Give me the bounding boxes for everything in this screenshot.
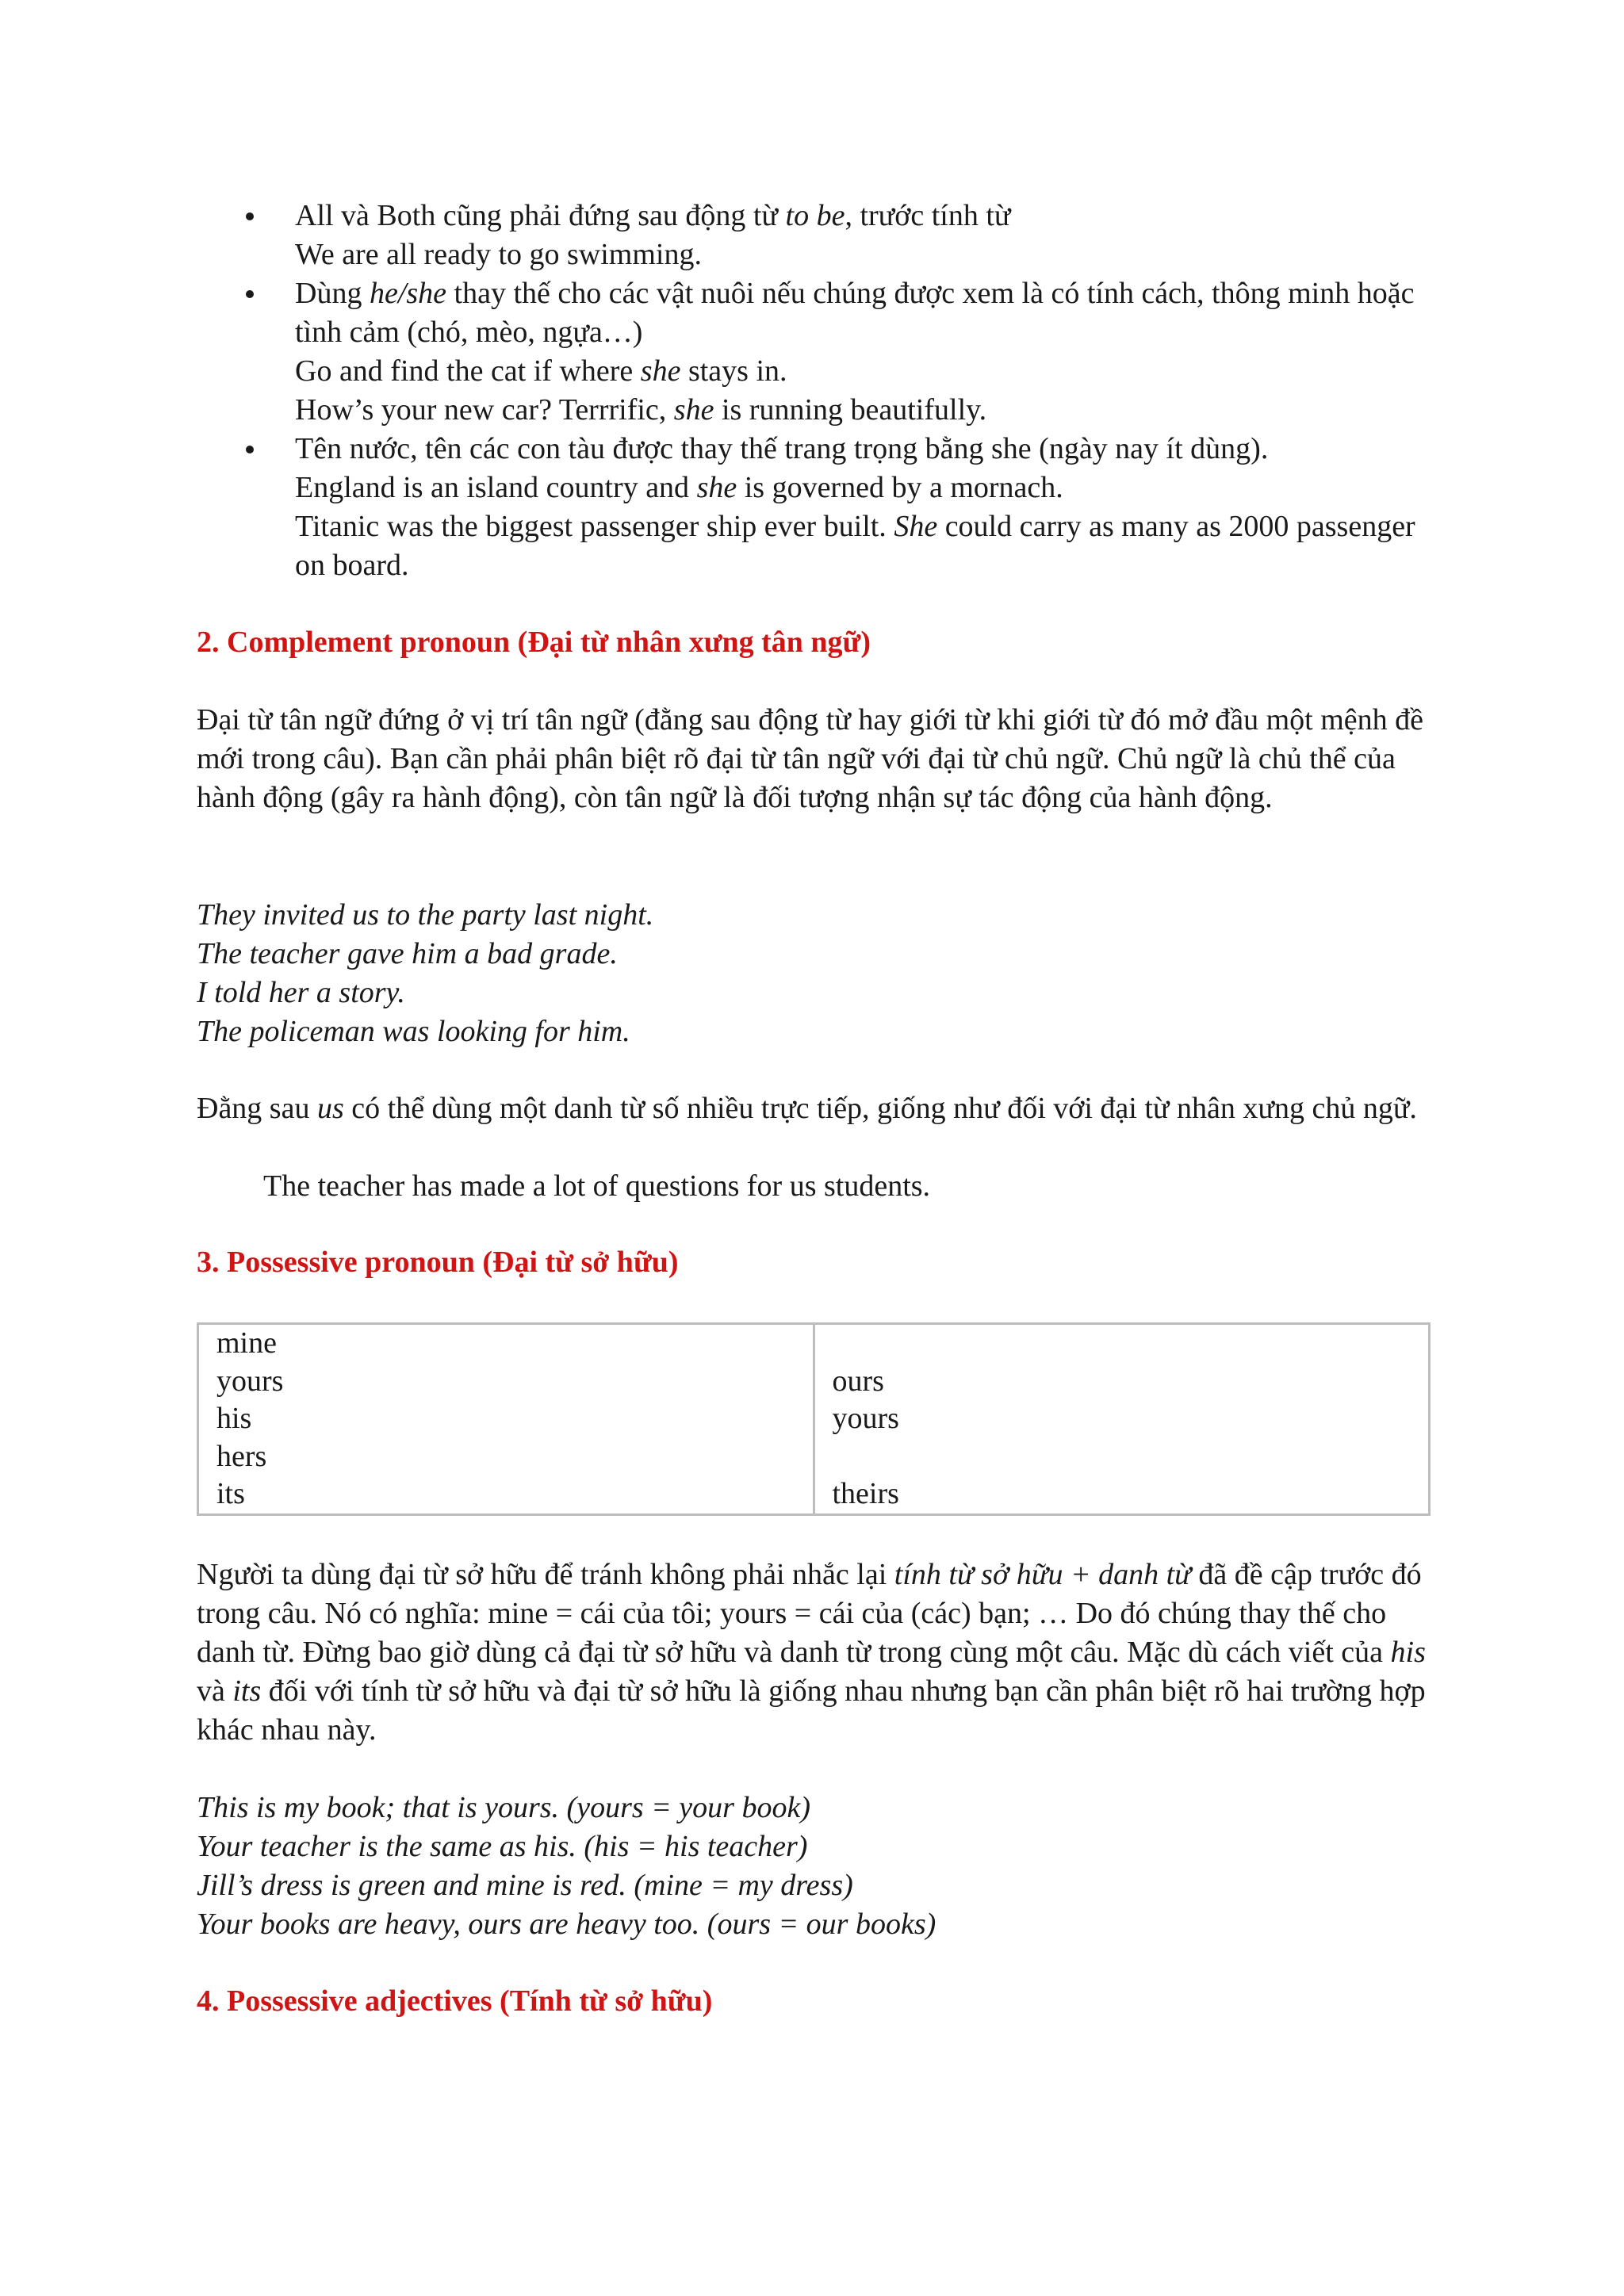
section-heading-complement-pronoun: 2. Complement pronoun (Đại từ nhân xưng tân ngữ) [197, 626, 871, 659]
bullet-text: All và Both cũng phải đứng sau động từ to be, trước tính từ [295, 199, 1011, 232]
list-item [197, 274, 1434, 430]
section-heading-possessive-adjectives: 4. Possessive adjectives (Tính từ sở hữu) [197, 1984, 713, 2018]
section-heading-possessive-pronoun: 3. Possessive pronoun (Đại từ sở hữu) [197, 1246, 679, 1279]
table-row [198, 1324, 1430, 1515]
possessive-pronoun-table [197, 1322, 1431, 1516]
bullet-list [197, 197, 1434, 585]
bullet-text: Tên nước, tên các con tàu được thay thế trang trọng bằng she (ngày nay ít dùng). [295, 432, 1269, 465]
bullet-example: England is an island country and she is governed by a mornach. [295, 471, 1063, 504]
list-item [197, 430, 1434, 585]
bullet-example: Titanic was the biggest passenger ship ever built. She could carry as many as 2000 passenger on board. [295, 510, 1415, 582]
table-cell-singular: mine yours his hers its [198, 1324, 814, 1515]
example-sentence: This is my book; that is yours. (yours = your book) [197, 1791, 810, 1824]
example-sentence: I told her a story. [197, 976, 405, 1009]
bullet-example: Go and find the cat if where she stays in. [295, 354, 787, 388]
bullet-example: How’s your new car? Terrrific, she is running beautifully. [295, 393, 987, 427]
example-list [197, 896, 1434, 1051]
bullet-text: Dùng he/she thay thế cho các vật nuôi nếu chúng được xem là có tính cách, thông minh hoặc tình cảm (chó, mèo, ngựa…) [295, 277, 1415, 349]
bullet-dot-icon [246, 212, 254, 220]
list-item [197, 197, 1434, 274]
example-sentence: Your teacher is the same as his. (his = his teacher) [197, 1830, 808, 1863]
bullet-dot-icon [246, 446, 254, 453]
example-list [197, 1789, 1434, 1944]
example-sentence: Jill’s dress is green and mine is red. (mine = my dress) [197, 1869, 853, 1902]
example-sentence: They invited us to the party last night. [197, 898, 654, 932]
note-example: The teacher has made a lot of questions for us students. [263, 1169, 931, 1203]
bullet-dot-icon [246, 290, 254, 298]
section-note: Đằng sau us có thể dùng một danh từ số nhiều trực tiếp, giống như đối với đại từ nhân xưng chủ ngữ. [197, 1092, 1417, 1125]
example-sentence: The policeman was looking for him. [197, 1015, 630, 1048]
example-sentence: Your books are heavy, ours are heavy too. (ours = our books) [197, 1908, 936, 1941]
example-sentence: The teacher gave him a bad grade. [197, 937, 618, 970]
section-paragraph: Đại từ tân ngữ đứng ở vị trí tân ngữ (đằng sau động từ hay giới từ khi giới từ đó mở đầu một mệnh đề mới trong câu). Bạn cần phải phân biệt rõ đại từ tân ngữ với đại từ chủ ngữ. Chủ ngữ là chủ thể của hành động (gây ra hành động), còn tân ngữ là đối tượng nhận sự tác động của hành động. [197, 703, 1423, 814]
table-cell-plural: ours yours theirs [814, 1324, 1430, 1515]
section-paragraph: Người ta dùng đại từ sở hữu để tránh không phải nhắc lại tính từ sở hữu + danh từ đã đề cập trước đó trong câu. Nó có nghĩa: mine = cái của tôi; yours = cái của (các) bạn; … Do đó chúng thay thế cho danh từ. Đừng bao giờ dùng cả đại từ sở hữu và danh từ trong cùng một câu. Mặc dù cách viết của his và its đối với tính từ sở hữu và đại từ sở hữu là giống nhau nhưng bạn cần phân biệt rõ hai trường hợp khác nhau này. [197, 1558, 1426, 1747]
bullet-example: We are all ready to go swimming. [295, 238, 702, 271]
